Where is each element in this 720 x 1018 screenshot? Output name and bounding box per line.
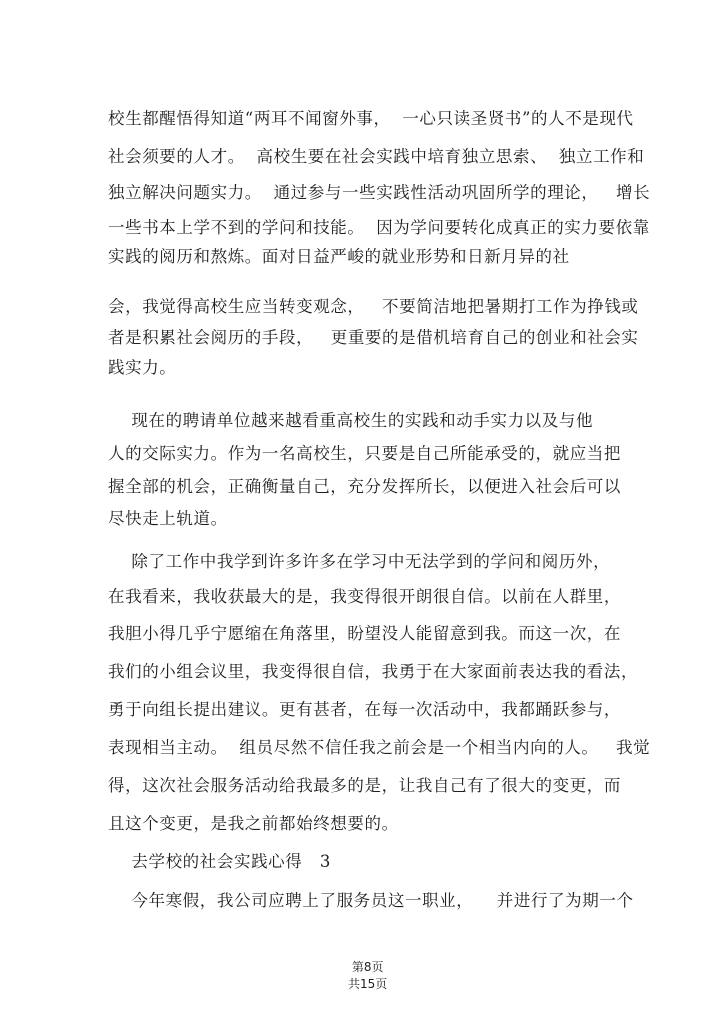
text-line: 今年寒假，我公司应聘上了服务员这一职业， 并进行了为期一个 — [108, 891, 634, 910]
text-line: 践实力。 — [108, 358, 177, 377]
text-line: 我胆小得几乎宁愿缩在角落里，盼望没人能留意到我。而这一次，在 — [108, 624, 621, 643]
text-line: 得，这次社会服务活动给我最多的是，让我自己有了很大的变更，而 — [108, 776, 621, 795]
text-line: 除了工作中我学到许多许多在学习中无法学到的学问和阅历外， — [108, 552, 611, 571]
text-line: 社会须要的人才。 高校生要在社会实践中培育独立思索、 独立工作和 — [108, 147, 645, 166]
text-line: 人的交际实力。作为一名高校生，只要是自己所能承受的，就应当把 — [108, 444, 621, 463]
text-line: 一些书本上学不到的学问和技能。 因为学问要转化成真正的实力要依靠 — [108, 218, 650, 237]
page-number: 第8页 — [351, 960, 384, 974]
text-line: 校生都醒悟得知道“两耳不闻窗外事， 一心只读圣贤书”的人不是现代 — [108, 109, 634, 128]
text-line: 表现相当主动。 组员尽然不信任我之前会是一个相当内向的人。 我觉 — [108, 738, 651, 757]
text-line: 在我看来，我收获最大的是，我变得很开朗很自信。以前在人群里， — [108, 587, 621, 606]
text-line: 者是积累社会阅历的手段， 更重要的是借机培育自己的创业和社会实 — [108, 328, 639, 347]
page-total: 共15页 — [347, 977, 388, 991]
text-line: 独立解决问题实力。 通过参与一些实践性活动巩固所学的理论， 增长 — [108, 183, 651, 202]
text-line: 现在的聘请单位越来越看重高校生的实践和动手实力以及与他 — [108, 411, 594, 430]
text-line: 会，我觉得高校生应当转变观念， 不要简洁地把暑期打工作为挣钱或 — [108, 297, 639, 316]
section-heading: 去学校的社会实践心得 3 — [108, 852, 332, 871]
text-line: 且这个变更，是我之前都始终想要的。 — [108, 814, 399, 833]
text-line: 尽快走上轨道。 — [108, 509, 228, 528]
text-line: 我们的小组会议里，我变得很自信，我勇于在大家面前表达我的看法， — [108, 662, 639, 681]
text-line: 握全部的机会，正确衡量自己，充分发挥所长，以便进入社会后可以 — [108, 477, 621, 496]
text-line: 勇于向组长提出建议。更有甚者，在每一次活动中，我都踊跃参与， — [108, 700, 621, 719]
text-line: 实践的阅历和熬炼。面对日益严峻的就业形势和日新月异的社 — [108, 247, 570, 266]
page-footer — [0, 944, 720, 1006]
